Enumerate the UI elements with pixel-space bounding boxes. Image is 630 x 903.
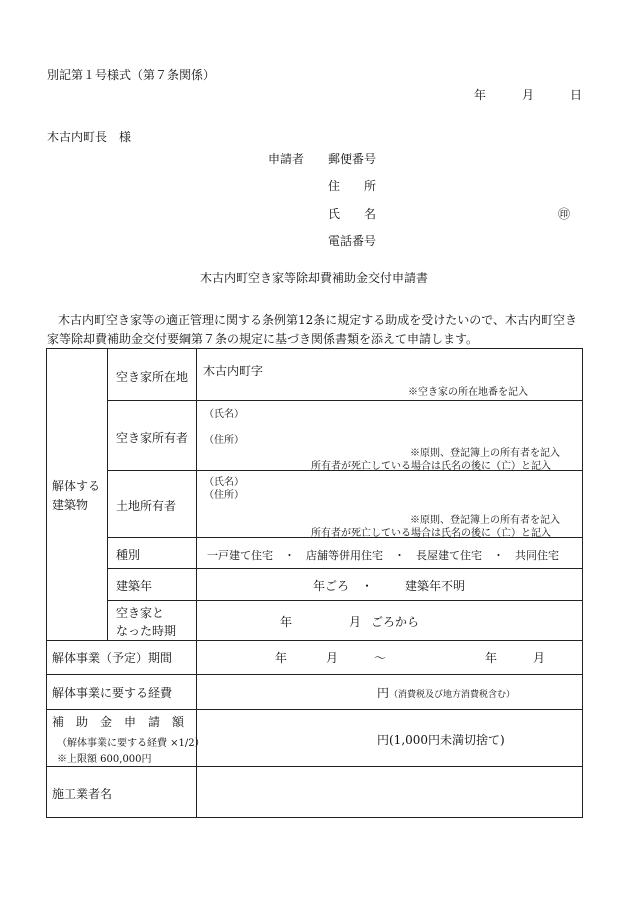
date-day-label: 日 [570, 88, 583, 102]
phone-label: 電話番号 [328, 234, 377, 248]
date-month-label: 月 [522, 88, 535, 102]
land-owner-name-hint: （氏名） [204, 477, 244, 488]
row-divider [107, 400, 583, 401]
location-note: ※空き家の所在地番を記入 [408, 387, 528, 398]
built-year-separator: ・ [361, 579, 374, 593]
location-label: 空き家所在地 [116, 370, 189, 384]
built-year-unknown: 建築年不明 [405, 579, 466, 593]
period-end-year: 年 [485, 651, 498, 665]
vacant-since-label-line-2: なった時期 [116, 624, 177, 638]
table-border-left [46, 348, 47, 818]
addressee: 木古内町長 様 [47, 130, 132, 144]
seal-mark: ㊞ [558, 207, 571, 221]
vacant-since-month: 月 [349, 615, 362, 629]
row-divider [46, 709, 583, 710]
type-label: 種別 [116, 548, 141, 562]
row-divider [46, 674, 583, 675]
table-border-top [46, 348, 583, 349]
land-owner-address-hint: （住所） [204, 490, 244, 501]
subsidy-label: 補 助 金 申 請 額 [52, 715, 185, 729]
vacant-since-suffix: ごろから [371, 615, 420, 629]
built-year-approx: 年ごろ [313, 579, 350, 593]
table-border-right [582, 348, 583, 818]
cost-note: （消費税及び地方消費税含む） [389, 690, 516, 700]
owner-note-2: 所有者が死亡している場合は氏名の後に（亡）と記入 [311, 461, 551, 472]
land-owner-label: 土地所有者 [116, 499, 177, 513]
name-label: 氏 名 [328, 207, 377, 221]
period-label: 解体事業（予定）期間 [52, 651, 173, 665]
period-end-month: 月 [533, 651, 546, 665]
land-owner-note-2: 所有者が死亡している場合は氏名の後に（亡）と記入 [311, 528, 551, 539]
body-text-line-1: 木古内町空き家等の適正管理に関する条例第12条に規定する助成を受けたいので、木古内町空き [58, 313, 578, 327]
table-border-bottom [46, 817, 583, 818]
row-divider [107, 568, 583, 569]
land-owner-note-1: ※原則、登記簿上の所有者を記入 [410, 515, 560, 526]
period-start-month: 月 [326, 651, 339, 665]
subsidy-limit: ※上限額 600,000円 [57, 754, 152, 765]
form-number: 別記第１号様式（第７条関係） [47, 68, 216, 82]
built-year-label: 建築年 [116, 579, 153, 593]
building-group-label-line-1: 解体する [52, 479, 101, 493]
location-value: 木古内町字 [203, 364, 264, 378]
body-text-line-2: 家等除却費補助金交付要綱第７条の規定に基づき関係書類を添えて申請します。 [47, 332, 479, 346]
vacant-since-year: 年 [280, 615, 293, 629]
vacant-since-label-line-1: 空き家と [116, 606, 165, 620]
subsidy-value: 円(1,000円未満切捨て) [377, 733, 505, 747]
cost-label: 解体事業に要する経費 [52, 686, 173, 700]
subsidy-formula: （解体事業に要する経費 ×1/2） [57, 738, 205, 749]
document-title: 木古内町空き家等除却費補助金交付申請書 [200, 271, 429, 285]
building-group-label-line-2: 建築物 [52, 498, 89, 512]
postal-code-label: 郵便番号 [328, 152, 377, 166]
row-divider [46, 640, 583, 641]
contractor-label: 施工業者名 [52, 787, 113, 801]
owner-label: 空き家所有者 [116, 431, 189, 445]
owner-note-1: ※原則、登記簿上の所有者を記入 [410, 448, 560, 459]
owner-address-hint: （住所） [204, 435, 244, 446]
address-label: 住 所 [328, 179, 377, 193]
cost-yen: 円 [377, 686, 390, 700]
type-options: 一戸建て住宅 ・ 店舗等併用住宅 ・ 長屋建て住宅 ・ 共同住宅 [207, 549, 559, 562]
row-divider [107, 600, 583, 601]
row-divider [46, 766, 583, 767]
applicant-label: 申請者 [268, 152, 305, 166]
period-tilde: ～ [374, 651, 387, 665]
owner-name-hint: （氏名） [204, 409, 244, 420]
period-start-year: 年 [275, 651, 288, 665]
column-divider [107, 348, 108, 640]
date-year-label: 年 [474, 88, 487, 102]
